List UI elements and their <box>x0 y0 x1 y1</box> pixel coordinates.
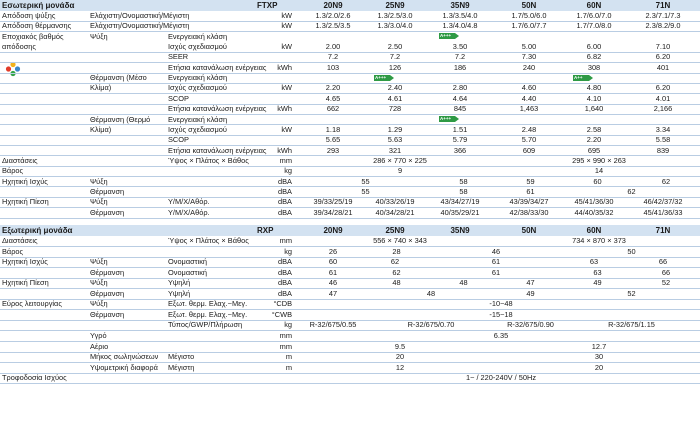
spec-value: 20 <box>594 362 604 372</box>
spec-value: 4.65 <box>325 93 341 103</box>
spec-value: 20 <box>395 352 405 362</box>
spec-value: 9 <box>397 166 403 176</box>
spec-value: 5.79 <box>452 135 468 145</box>
spec-value: 366 <box>453 145 467 155</box>
row-unit: kg <box>284 320 292 330</box>
row-label: Βάρος <box>2 246 24 256</box>
row-sublabel: Ψύξη <box>90 299 108 309</box>
row-unit: kW <box>281 83 292 93</box>
row-condition: Ετήσια κατανάλωση ενέργειας <box>168 145 267 155</box>
spec-value: 1.7/7.0/8.0 <box>576 21 612 31</box>
row-condition: Εξωτ. θερμ. Ελαχ.~Μεγ. <box>168 309 248 319</box>
row-unit: °CWB <box>271 309 292 319</box>
spec-value: 556 × 740 × 343 <box>373 236 427 245</box>
row-sublabel: Θέρμανση (Θερμό <box>90 114 151 124</box>
row-divider <box>0 218 700 219</box>
spec-value: 4.60 <box>521 83 537 93</box>
row-sublabel: Ψύξη <box>90 278 108 288</box>
row-sublabel: Θέρμανση <box>90 288 125 298</box>
row-unit: kg <box>284 166 292 176</box>
spec-value: 286 × 770 × 225 <box>373 155 427 165</box>
spec-value: 42/38/33/30 <box>509 207 549 217</box>
spec-value: 240 <box>522 62 536 72</box>
spec-value: 6.35 <box>493 330 509 340</box>
row-unit: dBA <box>278 257 292 267</box>
indoor-model-series: FTXP <box>257 1 278 10</box>
row-sublabel: Ελάχιστη/Ονομαστική/Μέγιστη <box>90 21 190 31</box>
spec-value: 1.7/6.0/7.7 <box>511 21 547 31</box>
spec-value: 2.48 <box>521 124 537 134</box>
row-condition: Ετήσια κατανάλωση ενέργειας <box>168 62 267 72</box>
row-label: Διαστάσεις <box>2 236 38 245</box>
spec-value: 2.00 <box>325 42 341 52</box>
row-condition: Ισχύς σχεδιασμού <box>168 124 227 134</box>
spec-value: 103 <box>326 62 340 72</box>
spec-value: 2.20 <box>586 135 602 145</box>
spec-value: 321 <box>388 145 402 155</box>
indoor-model-50n: 50N <box>521 1 537 10</box>
spec-value: 839 <box>656 145 670 155</box>
row-condition: Ύψος × Πλάτος × Βάθος <box>168 155 249 165</box>
row-unit: mm <box>279 155 292 165</box>
spec-value: 4.01 <box>655 93 671 103</box>
spec-value: 695 <box>587 145 601 155</box>
spec-value: 728 <box>388 104 402 114</box>
spec-value: 40/35/29/21 <box>440 207 480 217</box>
spec-value: 6.20 <box>655 83 671 93</box>
spec-value: 46 <box>328 278 338 288</box>
row-condition: Ισχύς σχεδιασμού <box>168 42 227 52</box>
row-sublabel: Θέρμανση <box>90 309 125 319</box>
row-sublabel: Κλίμα) <box>90 124 112 134</box>
row-unit: m <box>285 362 292 372</box>
spec-value: 1.3/3.5/4.0 <box>442 11 478 20</box>
spec-value: 14 <box>594 166 604 176</box>
spec-value: 66 <box>658 257 668 267</box>
spec-value: 55 <box>361 186 370 196</box>
spec-value: 43/34/27/19 <box>440 197 480 207</box>
spec-value: 4.80 <box>586 83 602 93</box>
row-condition: SCOP <box>168 135 189 145</box>
row-sublabel: Μήκος σωληνώσεων <box>90 352 159 362</box>
row-condition: Τύπος/GWP/Πλήρωση <box>168 320 243 330</box>
spec-value: 63 <box>593 267 602 277</box>
spec-value: 7.10 <box>655 42 671 52</box>
spec-value: 48 <box>426 288 436 298</box>
spec-value: 40/33/26/19 <box>375 197 415 207</box>
indoor-header <box>0 0 700 11</box>
spec-value: 401 <box>656 62 670 72</box>
spec-value: 5.65 <box>325 135 341 145</box>
row-unit: dBA <box>278 176 292 186</box>
spec-value: 3.34 <box>655 124 671 134</box>
spec-value: 2.80 <box>452 83 468 93</box>
spec-value: 293 <box>326 145 340 155</box>
row-sublabel: Ψύξη <box>90 176 108 186</box>
spec-value: 26 <box>328 246 338 256</box>
spec-value: 12.7 <box>591 341 607 351</box>
spec-value: 48 <box>392 278 401 288</box>
row-unit: kW <box>281 11 292 20</box>
row-unit: m <box>285 352 292 362</box>
spec-value: 39/34/28/21 <box>313 207 353 217</box>
outdoor-header <box>0 225 700 236</box>
spec-value: 46/42/37/32 <box>643 197 683 207</box>
row-unit: dBA <box>278 207 292 217</box>
spec-value: 6.20 <box>655 52 671 62</box>
spec-value: 61 <box>526 186 535 196</box>
row-unit: mm <box>279 330 292 340</box>
spec-value: 1,463 <box>519 104 539 114</box>
daikin-dots-logo-icon <box>5 61 21 77</box>
row-condition: Ονομαστική <box>168 267 208 277</box>
row-condition: Ύψος × Πλάτος × Βάθος <box>168 236 249 245</box>
spec-value: 62 <box>392 267 401 277</box>
row-condition: Ισχύς σχεδιασμού <box>168 83 227 93</box>
spec-value: 1.7/6.0/7.0 <box>576 11 612 20</box>
spec-value: 4.64 <box>452 93 468 103</box>
row-sublabel: Υγρό <box>90 330 107 340</box>
spec-value: 52 <box>627 288 636 298</box>
spec-value: 5.58 <box>655 135 671 145</box>
spec-value: 7.2 <box>454 52 466 62</box>
row-condition: Ετήσια κατανάλωση ενέργειας <box>168 104 267 114</box>
row-sublabel: Ψύξη <box>90 257 108 267</box>
spec-value: 45/41/36/30 <box>574 197 614 207</box>
spec-value: 55 <box>361 176 370 186</box>
spec-value: 44/40/35/32 <box>574 207 614 217</box>
row-unit: kg <box>284 246 292 256</box>
spec-value: 1.3/4.0/4.8 <box>442 21 478 31</box>
spec-value: 66 <box>661 267 671 277</box>
outdoor-model-25n9: 25N9 <box>385 226 405 235</box>
outdoor-model-71n: 71N <box>655 226 671 235</box>
row-label: Απόδοση ψύξης <box>2 11 56 20</box>
spec-value: 5.70 <box>521 135 537 145</box>
spec-value: 43/39/34/27 <box>509 197 549 207</box>
spec-value: 662 <box>326 104 340 114</box>
row-sublabel: Υψομετρική διαφορά <box>90 362 158 372</box>
row-label: Ηχητική Πίεση <box>2 197 49 207</box>
row-condition: Ενεργειακή κλάση <box>168 73 228 83</box>
energy-class-label: A+++ <box>440 116 452 121</box>
spec-value: 1.3/3.0/4.0 <box>377 21 413 31</box>
row-unit: kWh <box>277 62 292 72</box>
row-unit: mm <box>279 341 292 351</box>
row-label: Ηχητική Ισχύς <box>2 257 48 267</box>
spec-value: 2.20 <box>325 83 341 93</box>
spec-value: 1.3/2.5/3.5 <box>315 21 351 31</box>
spec-value: 59 <box>526 176 535 186</box>
row-unit: dBA <box>278 186 292 196</box>
row-unit: dBA <box>278 288 292 298</box>
row-condition: Ενεργειακή κλάση <box>168 114 228 124</box>
spec-value: 61 <box>491 267 501 277</box>
row-unit: kWh <box>277 104 292 114</box>
row-condition: SCOP <box>168 93 189 103</box>
spec-value: 40/34/28/21 <box>375 207 415 217</box>
row-sublabel: Θέρμανση <box>90 186 125 196</box>
spec-value: 30 <box>594 352 604 362</box>
row-condition: Υ/Μ/Χ/Αθόρ. <box>168 207 210 217</box>
spec-value: 5.00 <box>521 42 537 52</box>
outdoor-model-series: RXP <box>257 226 274 235</box>
spec-value: 1,640 <box>584 104 604 114</box>
spec-value: 49 <box>593 278 602 288</box>
row-sublabel: Θέρμανση (Μέσο <box>90 73 147 83</box>
row-unit: dBA <box>278 267 292 277</box>
spec-value: R-32/675/0.55 <box>309 320 357 330</box>
row-label: Απόδοση θέρμανσης <box>2 21 72 31</box>
spec-value: 126 <box>388 62 402 72</box>
row-label: απόδοσης <box>2 42 36 52</box>
spec-value: -10~48 <box>489 299 513 309</box>
spec-value: 2.50 <box>387 42 403 52</box>
spec-value: 609 <box>522 145 536 155</box>
outdoor-model-50n: 50N <box>521 226 537 235</box>
energy-class-badge <box>573 75 589 81</box>
row-condition: Υ/Μ/Χ/Αθόρ. <box>168 197 210 207</box>
spec-value: 1.29 <box>387 124 403 134</box>
row-unit: °CDB <box>273 299 292 309</box>
row-unit: dBA <box>278 278 292 288</box>
spec-value: 49 <box>526 288 535 298</box>
spec-value: 61 <box>328 267 338 277</box>
spec-value: 4.61 <box>387 93 403 103</box>
row-sublabel: Θέρμανση <box>90 267 125 277</box>
row-sublabel: Ψύξη <box>90 31 108 41</box>
spec-value: 63 <box>589 257 599 267</box>
indoor-title: Εσωτερική μονάδα <box>2 1 75 10</box>
spec-value: 1.7/5.0/6.0 <box>511 11 547 20</box>
row-label: Τροφοδοσία Ισχύος <box>2 373 67 383</box>
row-label: Εποχιακός βαθμός <box>2 31 64 41</box>
spec-value: 2.3/8.2/9.0 <box>645 21 681 31</box>
spec-value: 4.40 <box>521 93 537 103</box>
spec-value: 1~ / 220-240V / 50Hz <box>465 373 537 383</box>
spec-value: 2.3/7.1/7.3 <box>645 11 681 20</box>
row-condition: Ενεργειακή κλάση <box>168 31 228 41</box>
spec-value: 1.51 <box>452 124 468 134</box>
spec-value: 2.40 <box>387 83 403 93</box>
indoor-model-35n9: 35N9 <box>450 1 470 10</box>
spec-value: 39/33/25/19 <box>313 197 353 207</box>
row-sublabel: Ελάχιστη/Ονομαστική/Μέγιστη <box>90 11 190 20</box>
spec-value: 46 <box>491 246 501 256</box>
row-unit: mm <box>279 236 292 245</box>
energy-class-badge <box>439 116 455 122</box>
spec-value: 5.63 <box>387 135 403 145</box>
spec-value: 60 <box>593 176 602 186</box>
indoor-model-25n9: 25N9 <box>385 1 405 10</box>
row-label: Εύρος λειτουργίας <box>2 299 62 309</box>
spec-value: 7.30 <box>521 52 537 62</box>
spec-value: 295 × 990 × 263 <box>572 155 626 165</box>
spec-value: 60 <box>328 257 338 267</box>
outdoor-title: Εξωτερική μονάδα <box>2 226 73 235</box>
spec-value: 6.00 <box>586 42 602 52</box>
spec-value: 12 <box>395 362 405 372</box>
row-condition: Μέγιστη <box>168 362 195 372</box>
spec-value: R-32/675/0.70 <box>407 320 455 330</box>
spec-value: R-32/675/0.90 <box>507 320 554 330</box>
row-condition: Μέγιστο <box>168 352 195 362</box>
energy-class-badge <box>374 75 390 81</box>
row-unit: kW <box>281 42 292 52</box>
row-unit: kWh <box>277 145 292 155</box>
row-divider <box>0 383 700 384</box>
row-sublabel: Θέρμανση <box>90 207 125 217</box>
spec-value: R-32/675/1.15 <box>608 320 655 330</box>
spec-value: 845 <box>453 104 467 114</box>
spec-value: 186 <box>453 62 467 72</box>
row-condition: SEER <box>168 52 189 62</box>
row-sublabel: Αέριο <box>90 341 109 351</box>
indoor-model-71n: 71N <box>655 1 671 10</box>
spec-value: 1.18 <box>325 124 341 134</box>
spec-value: 7.2 <box>389 52 401 62</box>
spec-value: 4.10 <box>586 93 602 103</box>
spec-value: 28 <box>392 246 401 256</box>
spec-value: 45/41/36/33 <box>643 207 683 217</box>
spec-value: -15~18 <box>489 309 513 319</box>
spec-value: 62 <box>661 176 671 186</box>
row-label: Διαστάσεις <box>2 155 38 165</box>
energy-class-label: A+++ <box>440 33 452 39</box>
outdoor-model-60n: 60N <box>586 226 602 235</box>
row-unit: kW <box>281 124 292 134</box>
spec-value: 61 <box>491 257 501 267</box>
spec-value: 62 <box>627 186 636 196</box>
row-unit: dBA <box>278 197 292 207</box>
spec-value: 6.82 <box>586 52 602 62</box>
spec-value: 62 <box>390 257 400 267</box>
row-condition: Ονομαστική <box>168 257 208 267</box>
row-sublabel: Κλίμα) <box>90 83 112 93</box>
row-unit: kW <box>281 21 292 31</box>
energy-class-label: A+++ <box>375 74 387 80</box>
spec-value: 48 <box>459 278 468 288</box>
energy-class-badge <box>439 33 455 39</box>
spec-value: 2,166 <box>653 104 673 114</box>
spec-value: 1.3/2.0/2.6 <box>315 11 351 20</box>
row-label: Ηχητική Πίεση <box>2 278 49 288</box>
spec-value: 50 <box>627 246 636 256</box>
spec-value: 58 <box>459 186 468 196</box>
energy-class-label: A++ <box>574 74 583 80</box>
row-condition: Εξωτ. θερμ. Ελαχ.~Μεγ. <box>168 299 248 309</box>
spec-value: 734 × 870 × 373 <box>572 236 626 245</box>
spec-value: 9.5 <box>394 341 406 351</box>
spec-value: 1.3/2.5/3.0 <box>377 11 413 20</box>
row-label: Ηχητική Ισχύς <box>2 176 48 186</box>
outdoor-model-20n9: 20N9 <box>323 226 343 235</box>
spec-value: 2.58 <box>586 124 602 134</box>
spec-value: 7.2 <box>327 52 339 62</box>
row-label: Βάρος <box>2 166 24 176</box>
row-condition: Υψηλή <box>168 278 191 288</box>
row-sublabel: Ψύξη <box>90 197 108 207</box>
outdoor-model-35n9: 35N9 <box>450 226 470 235</box>
spec-value: 47 <box>328 288 338 298</box>
spec-value: 52 <box>661 278 671 288</box>
spec-value: 3.50 <box>452 42 468 52</box>
row-condition: Υψηλή <box>168 288 191 298</box>
spec-value: 308 <box>587 62 601 72</box>
indoor-model-60n: 60N <box>586 1 602 10</box>
indoor-model-20n9: 20N9 <box>323 1 343 10</box>
spec-value: 58 <box>459 176 468 186</box>
spec-value: 47 <box>526 278 535 288</box>
